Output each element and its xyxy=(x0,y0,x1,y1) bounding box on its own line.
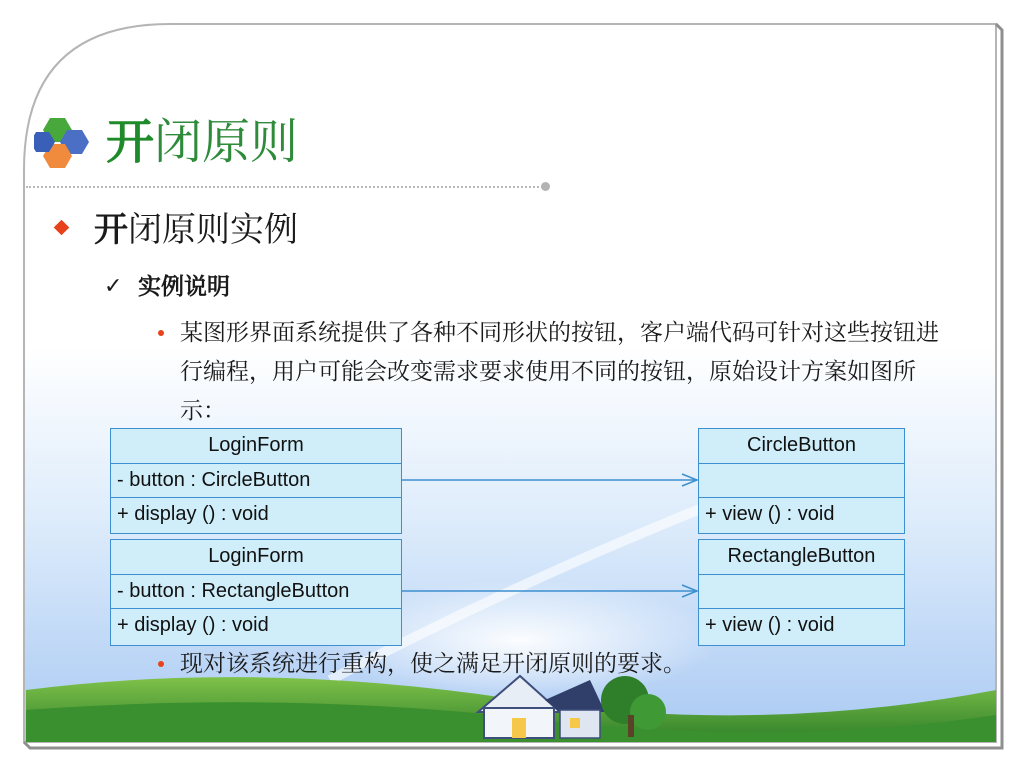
uml-operation: + view () : void xyxy=(699,608,904,645)
level2-heading: 实例说明 xyxy=(138,273,230,300)
uml-operation: + display () : void xyxy=(111,497,401,533)
uml-attribute: - button : RectangleButton xyxy=(111,574,401,608)
problem-paragraph: 某图形界面系统提供了各种不同形状的按钮，客户端代码可针对这些按钮进行编程，用户可能会改变需求要求使用不同的按钮，原始设计方案如图所示： xyxy=(180,320,939,424)
uml-operation: + display () : void xyxy=(111,608,401,645)
uml-class-name: LoginForm xyxy=(208,545,304,567)
level3-bullet-dot xyxy=(158,661,164,667)
level1-rest: 闭原则实例 xyxy=(128,210,298,250)
uml-class-name: CircleButton xyxy=(747,434,856,456)
title-rest: 闭原则 xyxy=(154,114,299,170)
checkmark-icon: ✓ xyxy=(104,274,123,299)
conclusion-text: 现对该系统进行重构，使之满足开闭原则的要求。 xyxy=(180,651,686,677)
association-arrow-top xyxy=(401,474,697,486)
uml-class-name: RectangleButton xyxy=(727,545,876,567)
level1-first-char: 开 xyxy=(94,210,128,250)
uml-class-name: LoginForm xyxy=(208,434,304,456)
uml-operation: + view () : void xyxy=(699,497,904,533)
title-first-char: 开 xyxy=(106,114,155,170)
association-arrow-bottom xyxy=(401,585,697,597)
uml-attribute: - button : CircleButton xyxy=(111,463,401,497)
